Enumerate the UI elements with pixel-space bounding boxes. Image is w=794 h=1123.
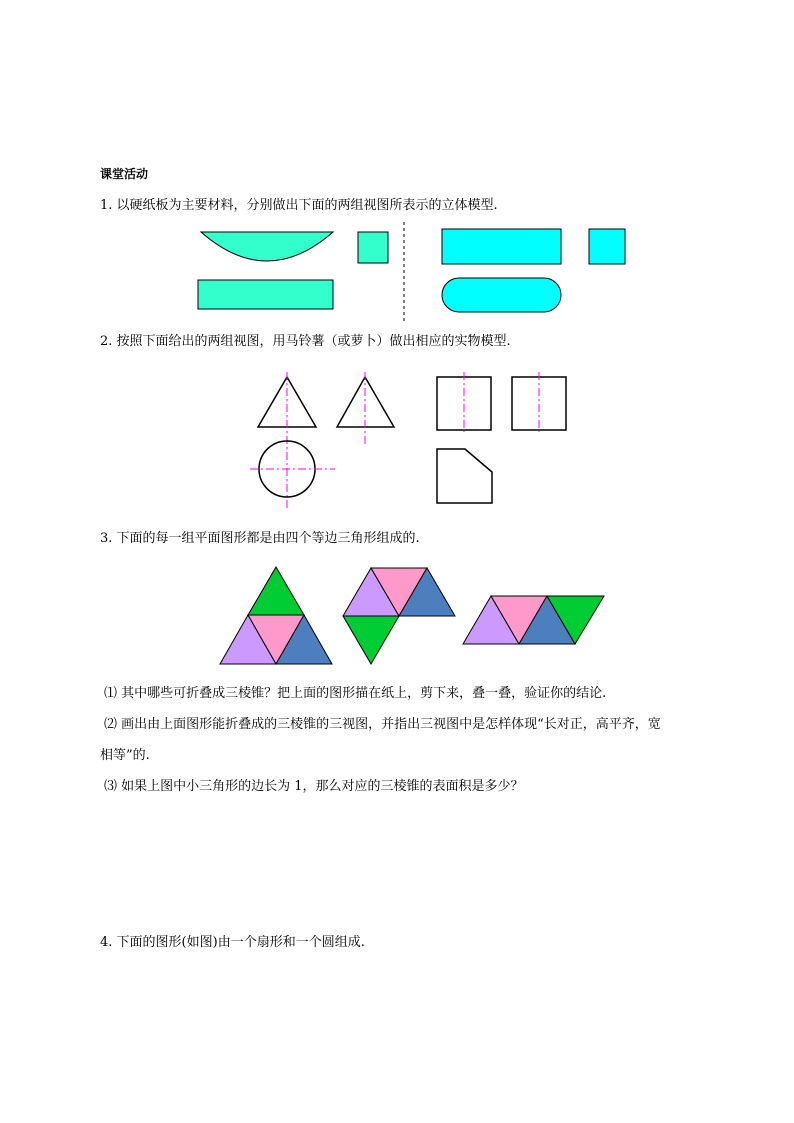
question-2-text: 按照下面给出的两组视图，用马铃薯（或萝卜）做出相应的实物模型. <box>116 334 511 349</box>
section-title: 课堂活动 <box>100 167 149 181</box>
part-2-number: ⑵ <box>104 717 118 732</box>
part-3-number: ⑶ <box>104 779 118 794</box>
net-group-3 <box>463 596 604 644</box>
part-1-number: ⑴ <box>104 686 118 701</box>
part-1-text: 其中哪些可折叠成三棱锥？把上面的图形描在纸上，剪下来，叠一叠，验证你的结论. <box>121 686 607 701</box>
question-4-text: 下面的图形(如图)由一个扇形和一个圆组成. <box>116 935 365 950</box>
question-1-number: 1. <box>100 198 113 213</box>
question-4-number: 4. <box>100 935 113 950</box>
question-3-part-1 <box>104 685 606 703</box>
question-1-text: 以硬纸板为主要材料，分别做出下面的两组视图所表示的立体模型. <box>116 198 498 213</box>
question-3-text: 下面的每一组平面图形都是由四个等边三角形组成的. <box>116 531 420 546</box>
net-group-2 <box>343 568 455 664</box>
question-2-number: 2. <box>100 334 113 349</box>
question-3-part-2 <box>104 716 661 734</box>
question-3-part-3 <box>104 778 524 796</box>
part-2-text: 画出由上面图形能折叠成的三棱锥的三视图，并指出三视图中是怎样体现“长对正，高平齐，宽 <box>121 717 661 732</box>
net-group-1 <box>220 567 332 664</box>
question-3-number: 3. <box>100 531 113 546</box>
part-3-text: 如果上图中小三角形的边长为 1，那么对应的三棱锥的表面积是多少？ <box>121 779 524 794</box>
question-3-part-2-continued: 相等”的. <box>100 748 150 763</box>
net1-top-triangle <box>248 567 304 615</box>
net2-bottom-triangle <box>343 616 399 664</box>
question-4 <box>100 934 365 952</box>
